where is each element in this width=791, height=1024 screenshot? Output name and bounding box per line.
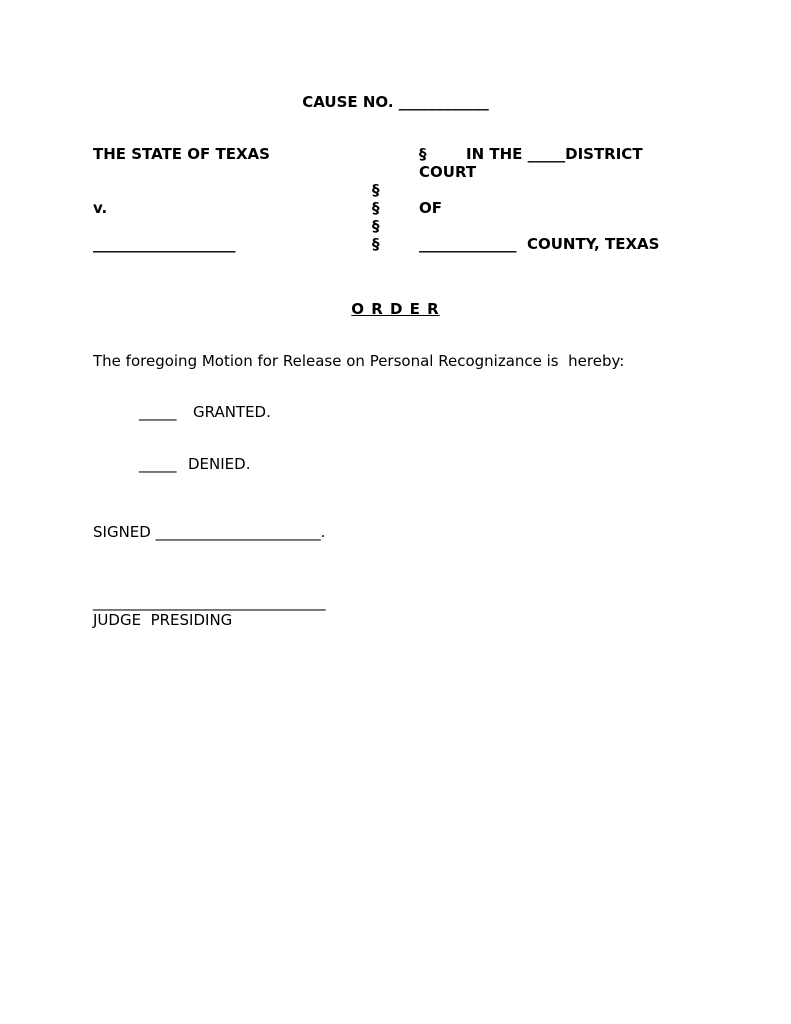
- order-intro: The foregoing Motion for Release on Personal Recognizance is hereby:: [93, 352, 625, 370]
- county-line: _____________ COUNTY, TEXAS: [419, 235, 660, 253]
- signature-line: _______________________________: [93, 593, 326, 611]
- granted-blank: _____: [139, 403, 177, 421]
- state-of-texas: THE STATE OF TEXAS: [93, 145, 270, 163]
- denied-blank: _____: [139, 455, 177, 473]
- defendant-blank: ___________________: [93, 235, 236, 253]
- court-line-3: OF: [419, 199, 442, 217]
- court-line-1: IN THE _____DISTRICT: [466, 145, 643, 163]
- granted-label: GRANTED.: [193, 403, 271, 421]
- section-symbol: §: [372, 217, 380, 235]
- denied-label: DENIED.: [188, 455, 251, 473]
- signed-line: SIGNED ______________________.: [93, 523, 326, 541]
- judge-presiding: JUDGE PRESIDING: [93, 611, 233, 629]
- court-line-2: COURT: [419, 163, 477, 181]
- versus: v.: [93, 199, 108, 217]
- order-title: O R D E R: [351, 300, 440, 318]
- section-symbol: §: [372, 181, 380, 199]
- section-symbol: §: [372, 235, 380, 253]
- section-symbol: §: [419, 145, 427, 163]
- section-symbol: §: [372, 199, 380, 217]
- cause-number: CAUSE NO. ____________: [302, 93, 489, 111]
